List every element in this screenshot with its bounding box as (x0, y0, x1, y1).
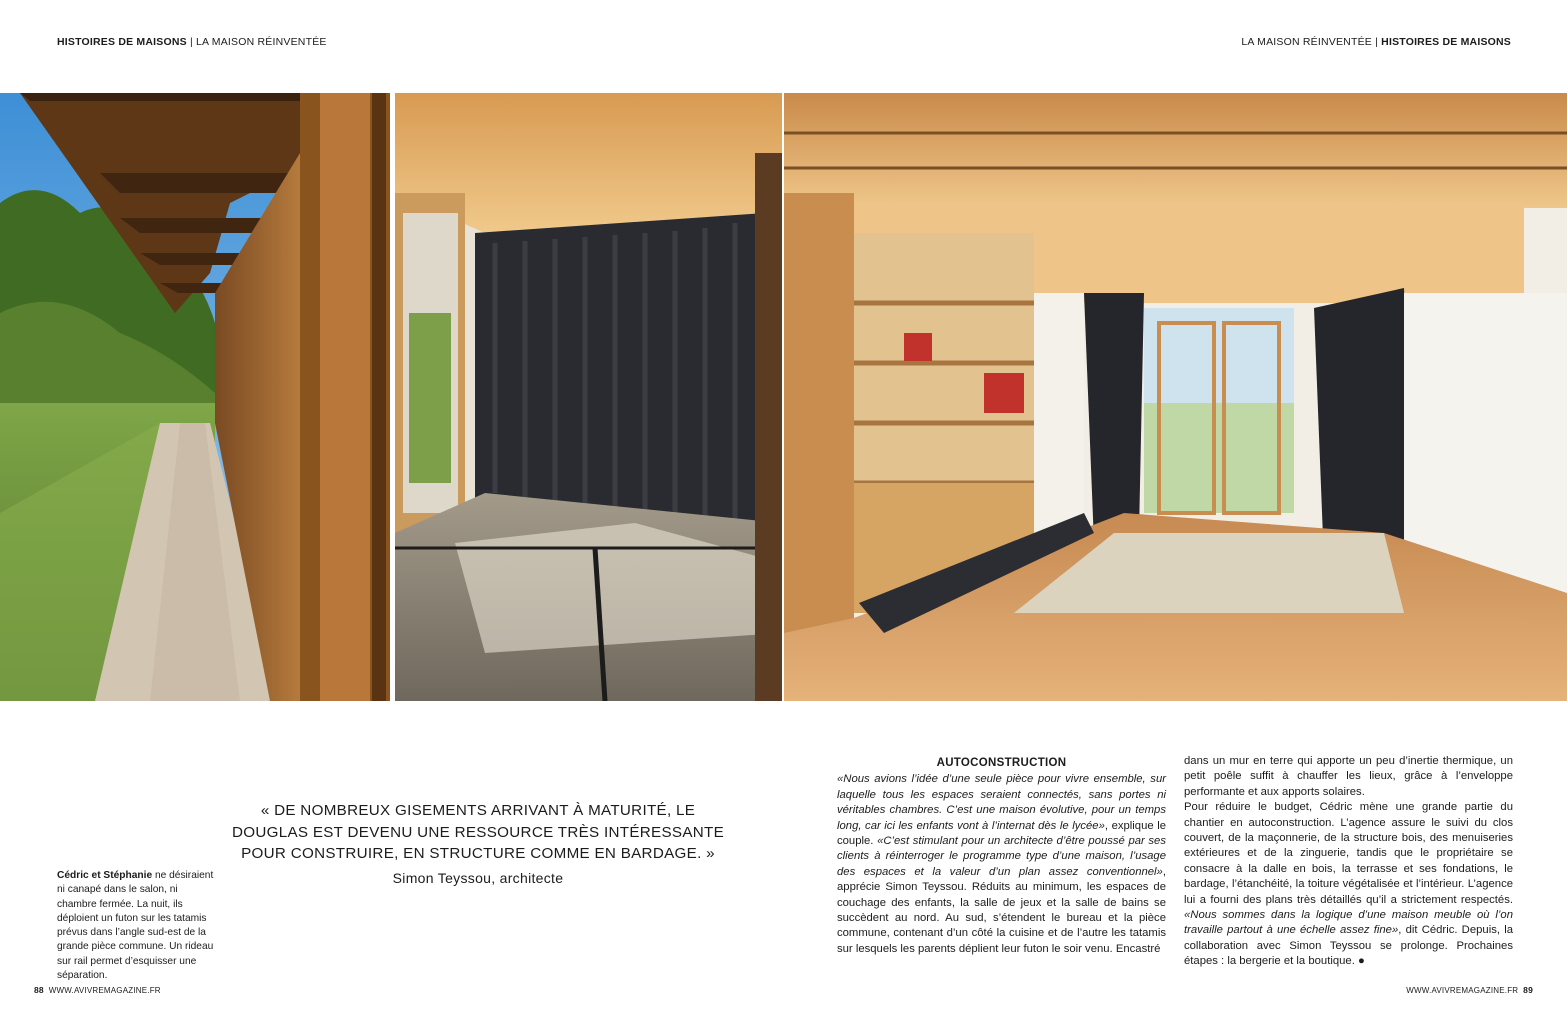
page-number: 88 (34, 985, 44, 995)
pull-quote-text: « DE NOMBREUX GISEMENTS ARRIVANT À MATURITÉ, LE DOUGLAS EST DEVENU UNE RESSOURCE TRÈS INTÉRESSANTE POUR CONSTRUIRE, EN STRUCTURE COMME EN BARDAGE. » (231, 802, 725, 862)
article-column-2 (1184, 754, 1513, 970)
running-header-right (1241, 36, 1511, 48)
running-header-left (57, 36, 327, 48)
photo-caption (57, 869, 215, 983)
paragraph: Pour réduire le budget, Cédric mène une grande partie du chantier en autoconstruction. L’agence assure le suivi du clos couvert, de la maçonnerie, de la structure bois, des menuiseries extérieures et de la zinguerie, tandis que le propriétaire se consacre à la dalle en bois, la terrasse et ses fondations, le bardage, l’étanchéité, la toiture végétalisée et l’intérieur. L’agence lui a fourni des plans très détaillés qu’il a strictement respectés. «Nous sommes dans la logique d’une maison meuble où l’on travaille partout à une échelle assez fine», dit Cédric. Depuis, la collaboration avec Simon Teyssou se prolonge. Prochaines étapes : la bergerie et la boutique. ● (1184, 801, 1513, 968)
article-column-1 (837, 756, 1166, 957)
photo-living-room (784, 93, 1567, 701)
header-separator: | (186, 36, 196, 48)
paragraph: dans un mur en terre qui apporte un peu d’inertie thermique, un petit poêle suffit à chauffer les lieux, grâce à l’enveloppe performante et aux apports solaires. (1184, 755, 1513, 798)
section-heading: AUTOCONSTRUCTION (936, 757, 1067, 769)
footer-right (1406, 985, 1533, 995)
photo-exterior-walkway (0, 93, 390, 701)
caption-names: Cédric et Stéphanie (57, 870, 153, 881)
paragraph: «Nous avions l’idée d’une seule pièce pour vivre ensemble, sur laquelle tous les espaces seraient connectés, sans portes ni véritables chambres. C’est une maison évolutive, pour un temps long, car ici les enfants vont à l’internat dès le lycée», explique le couple. «C’est stimulant pour un architecte d’être poussé par ses clients à réinterroger le programme type d’une maison, l’usage des espaces et la valeur d’un plan assez conventionnel», apprécie Simon Teyssou. Réduits au minimum, les espaces de couchage des enfants, la salle de jeux et la salle de bains se succèdent au nord. Au sud, s’étendent le bureau et la pièce commune, contenant d’un côté la cuisine et de l’autre les tatamis sur lesquels les parents déplient leur futon le soir venu. Encastré (837, 773, 1166, 955)
footer-left (34, 985, 161, 995)
caption-text: ne désiraient ni canapé dans le salon, ni chambre fermée. La nuit, ils déploient un futon sur les tatamis prévus dans l’angle sud-est de la grande pièce commune. Un rideau sur rail permet d’esquisser une séparation. (57, 870, 214, 982)
rubric-title: LA MAISON RÉINVENTÉE (1241, 36, 1372, 48)
website-url: WWW.AVIVREMAGAZINE.FR (48, 986, 161, 995)
website-url: WWW.AVIVREMAGAZINE.FR (1406, 986, 1519, 995)
section-title: HISTOIRES DE MAISONS (57, 36, 187, 48)
pull-quote-author: Simon Teyssou, architecte (392, 869, 564, 886)
photo-tatami-curtain (395, 93, 782, 701)
section-title: HISTOIRES DE MAISONS (1381, 36, 1511, 48)
header-separator: | (1372, 36, 1382, 48)
pull-quote (228, 800, 728, 889)
page-number: 89 (1523, 985, 1533, 995)
end-mark: ● (1354, 955, 1365, 968)
rubric-title: LA MAISON RÉINVENTÉE (196, 36, 327, 48)
